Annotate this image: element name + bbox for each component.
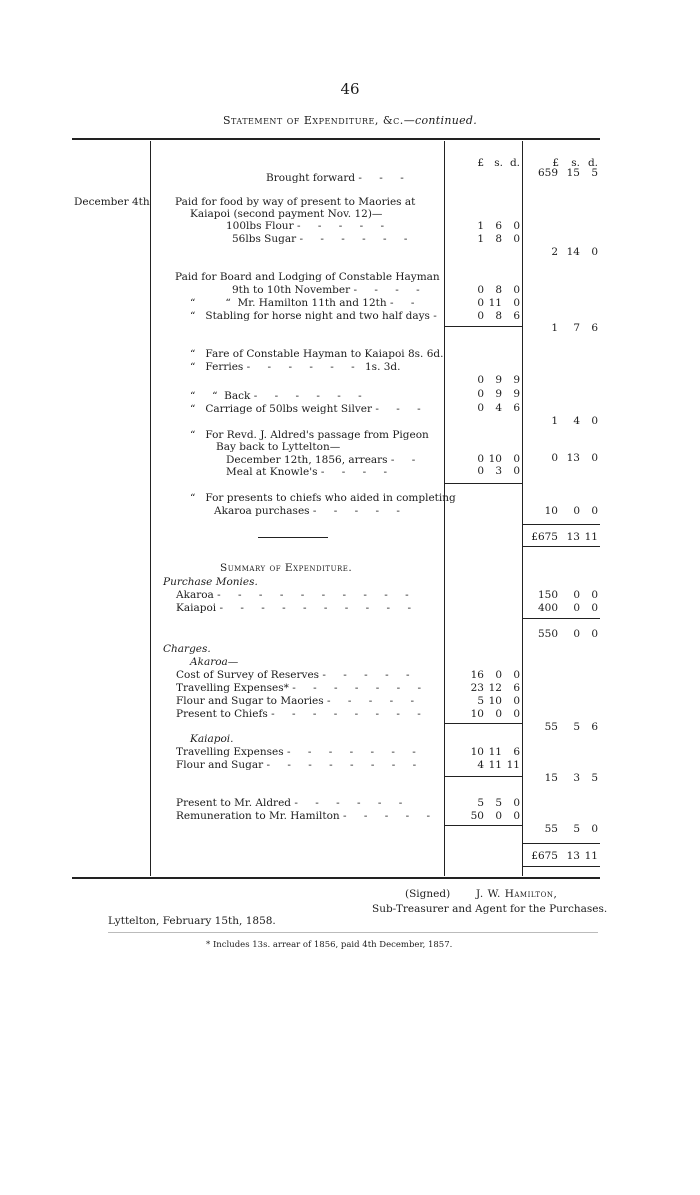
sugar-shillings: 8 (495, 233, 502, 245)
food-line-1: Paid for food by way of present to Maories at (175, 196, 416, 208)
kaiapoi-charges-total-pence: 5 (591, 772, 598, 784)
brought-forward-label: Brought forward - - - (266, 172, 411, 184)
k-travel-pence: 6 (513, 746, 520, 758)
grand-total-underline (522, 866, 600, 867)
flour-sugar-row: Flour and Sugar to Maories - - - - - (176, 695, 422, 707)
food-total-pounds: 2 (551, 246, 558, 258)
sugar-pence: 0 (513, 233, 520, 245)
akaroa-pence: 0 (591, 589, 598, 601)
table-bottom-rule (72, 877, 600, 879)
board-total-pounds: 1 (551, 322, 558, 334)
carriage-row: “ Carriage of 50lbs weight Silver - - - (190, 403, 428, 415)
col-pence-2: d. (587, 157, 598, 169)
board-rule (444, 326, 522, 327)
charges-heading: Charges. (163, 643, 211, 655)
stabling-pounds: 0 (477, 310, 484, 322)
signatory-role: Sub-Treasurer and Agent for the Purchases. (372, 903, 608, 915)
chiefs-pounds: 10 (470, 708, 484, 720)
grand-total-shillings: 13 (566, 850, 580, 862)
grand-total-1-shillings: 13 (566, 531, 580, 543)
back-row: “ “ Back - - - - - - (190, 390, 369, 402)
flour-row: 100lbs Flour - - - - - (226, 220, 392, 232)
col-pounds-1: £ (477, 157, 484, 169)
summary-title: Summary of Expenditure. (220, 562, 353, 574)
kaiapoi-pounds: 400 (537, 602, 558, 614)
hamilton-row: “ “ Mr. Hamilton 11th and 12th - - (190, 297, 422, 309)
akaroa-charges-rule (444, 723, 522, 724)
travel-row: Travelling Expenses* - - - - - - - (176, 682, 429, 694)
subtotal-column-divider (522, 141, 523, 876)
mr-hamilton-row: Remuneration to Mr. Hamilton - - - - - (176, 810, 438, 822)
grand-total-pounds: £675 (531, 850, 558, 862)
purchase-rule (522, 618, 600, 619)
footnote-rule (108, 932, 598, 933)
aldred-rule (444, 483, 522, 484)
mr-hamilton-pence: 0 (513, 810, 520, 822)
akaroa-row: Akaroa - - - - - - - - - - (176, 589, 416, 601)
back-shillings: 9 (495, 388, 502, 400)
mid-rule-short (258, 537, 328, 538)
bf-shillings: 15 (566, 167, 580, 179)
hamilton-pence: 0 (513, 297, 520, 309)
k-travel-row: Travelling Expenses - - - - - - - (176, 746, 423, 758)
kaiapoi-pence: 0 (591, 602, 598, 614)
fare-pounds: 0 (477, 374, 484, 386)
k-flour-shillings: 11 (488, 759, 502, 771)
bf-pounds: 659 (537, 167, 558, 179)
k-travel-shillings: 11 (488, 746, 502, 758)
akaroa-charges-total-pence: 6 (591, 721, 598, 733)
survey-row: Cost of Survey of Reserves - - - - - (176, 669, 417, 681)
purchase-total-shillings: 0 (573, 628, 580, 640)
entry-date: December 4th (74, 196, 150, 208)
aldred-shillings: 10 (488, 453, 502, 465)
fare-shillings: 9 (495, 374, 502, 386)
flour-sugar-shillings: 10 (488, 695, 502, 707)
kaiapoi-row: Kaiapoi - - - - - - - - - - (176, 602, 418, 614)
carriage-pounds: 0 (477, 402, 484, 414)
kaiapoi-charges-total-shillings: 3 (573, 772, 580, 784)
col-pounds-2: £ (552, 157, 559, 169)
meal-shillings: 3 (495, 465, 502, 477)
flour-pence: 0 (513, 220, 520, 232)
survey-pence: 0 (513, 669, 520, 681)
mr-aldred-shillings: 5 (495, 797, 502, 809)
hamilton-shillings: 11 (488, 297, 502, 309)
aldred-pounds: 0 (477, 453, 484, 465)
mr-aldred-pounds: 5 (477, 797, 484, 809)
k-travel-pounds: 10 (470, 746, 484, 758)
aldred-total-pence: 0 (591, 452, 598, 464)
table-top-rule (72, 138, 600, 140)
purchase-total-pence: 0 (591, 628, 598, 640)
col-pence-1: d. (509, 157, 520, 169)
misc-total-shillings: 5 (573, 823, 580, 835)
fare-total-shillings: 4 (573, 415, 580, 427)
grand-total-pence: 11 (584, 850, 598, 862)
grand-total-rule (522, 843, 600, 844)
kaiapoi-charges-heading: Kaiapoi. (190, 733, 234, 745)
aldred-line-1: “ For Revd. J. Aldred's passage from Pigeon (190, 429, 429, 441)
hamilton-pounds: 0 (477, 297, 484, 309)
col-shillings-1: s. (494, 157, 503, 169)
date-column-divider (150, 141, 151, 876)
food-total-shillings: 14 (566, 246, 580, 258)
aldred-total-shillings: 13 (566, 452, 580, 464)
board-pence: 0 (513, 284, 520, 296)
mr-aldred-row: Present to Mr. Aldred - - - - - - (176, 797, 410, 809)
mr-hamilton-shillings: 0 (495, 810, 502, 822)
akaroa-charges-heading: Akaroa— (190, 656, 239, 668)
presents-total-shillings: 0 (573, 505, 580, 517)
title-suffix: —continued. (403, 114, 478, 127)
sugar-pounds: 1 (477, 233, 484, 245)
flour-sugar-pounds: 5 (477, 695, 484, 707)
flour-sugar-pence: 0 (513, 695, 520, 707)
chiefs-shillings: 0 (495, 708, 502, 720)
travel-pence: 6 (513, 682, 520, 694)
flour-shillings: 6 (495, 220, 502, 232)
bf-pence: 5 (591, 167, 598, 179)
presents-total-pounds: 10 (544, 505, 558, 517)
misc-rule (444, 825, 522, 826)
col-shillings-2: s. (571, 157, 580, 169)
title-main: Statement of Expenditure, &c. (222, 114, 404, 127)
board-shillings: 8 (495, 284, 502, 296)
purchase-total-pounds: 550 (537, 628, 558, 640)
kaiapoi-shillings: 0 (573, 602, 580, 614)
grand-total-1-underline (522, 546, 600, 547)
meal-pounds: 0 (477, 465, 484, 477)
stabling-shillings: 8 (495, 310, 502, 322)
akaroa-shillings: 0 (573, 589, 580, 601)
purchase-monies-heading: Purchase Monies. (163, 576, 258, 588)
presents-total-pence: 0 (591, 505, 598, 517)
fare-total-pounds: 1 (551, 415, 558, 427)
detail-column-divider (444, 141, 445, 876)
grand-total-1-rule (522, 524, 600, 525)
akaroa-charges-total-shillings: 5 (573, 721, 580, 733)
kaiapoi-charges-total-pounds: 15 (544, 772, 558, 784)
chiefs-pence: 0 (513, 708, 520, 720)
fare-total-pence: 0 (591, 415, 598, 427)
aldred-pence: 0 (513, 453, 520, 465)
carriage-pence: 6 (513, 402, 520, 414)
aldred-line-3: December 12th, 1856, arrears - - (226, 454, 423, 466)
board-pounds: 0 (477, 284, 484, 296)
page-number: 46 (340, 80, 360, 98)
meal-pence: 0 (513, 465, 520, 477)
back-pence: 9 (513, 388, 520, 400)
travel-shillings: 12 (488, 682, 502, 694)
carriage-shillings: 4 (495, 402, 502, 414)
signed-label: (Signed) (405, 888, 451, 900)
presents-line-2: Akaroa purchases - - - - - (214, 505, 407, 517)
grand-total-1-pence: 11 (584, 531, 598, 543)
presents-line-1: “ For presents to chiefs who aided in completing (190, 492, 456, 504)
akaroa-charges-total-pounds: 55 (544, 721, 558, 733)
kaiapoi-charges-rule (444, 776, 522, 777)
misc-total-pounds: 55 (544, 823, 558, 835)
mr-aldred-pence: 0 (513, 797, 520, 809)
mr-hamilton-pounds: 50 (470, 810, 484, 822)
signatory-name: J. W. Hamilton, (476, 888, 558, 900)
fare-row: “ Fare of Constable Hayman to Kaiapoi 8s. 6d. (190, 348, 444, 360)
misc-total-pence: 0 (591, 823, 598, 835)
akaroa-pounds: 150 (537, 589, 558, 601)
board-total-pence: 6 (591, 322, 598, 334)
back-pounds: 0 (477, 388, 484, 400)
food-total-pence: 0 (591, 246, 598, 258)
board-total-shillings: 7 (573, 322, 580, 334)
k-flour-row: Flour and Sugar - - - - - - - - (176, 759, 424, 771)
footnote: * Includes 13s. arrear of 1856, paid 4th December, 1857. (206, 940, 453, 950)
aldred-total-pounds: 0 (551, 452, 558, 464)
board-line-1: Paid for Board and Lodging of Constable Hayman (175, 271, 440, 283)
survey-pounds: 16 (470, 669, 484, 681)
board-line-2: 9th to 10th November - - - - (232, 284, 427, 296)
ferries-row: “ Ferries - - - - - - 1s. 3d. (190, 361, 401, 373)
survey-shillings: 0 (495, 669, 502, 681)
k-flour-pounds: 4 (477, 759, 484, 771)
flour-pounds: 1 (477, 220, 484, 232)
stabling-pence: 6 (513, 310, 520, 322)
stabling-row: “ Stabling for horse night and two half days - (190, 310, 444, 322)
chiefs-row: Present to Chiefs - - - - - - - - (176, 708, 428, 720)
place-date: Lyttelton, February 15th, 1858. (108, 915, 276, 927)
page-title (0, 114, 700, 127)
sugar-row: 56lbs Sugar - - - - - - (232, 233, 415, 245)
grand-total-1-pounds: £675 (531, 531, 558, 543)
travel-pounds: 23 (470, 682, 484, 694)
fare-pence: 9 (513, 374, 520, 386)
k-flour-pence: 11 (506, 759, 520, 771)
aldred-line-2: Bay back to Lyttelton— (216, 441, 341, 453)
food-line-2: Kaiapoi (second payment Nov. 12)— (190, 208, 383, 220)
meal-row: Meal at Knowle's - - - - (226, 466, 395, 478)
